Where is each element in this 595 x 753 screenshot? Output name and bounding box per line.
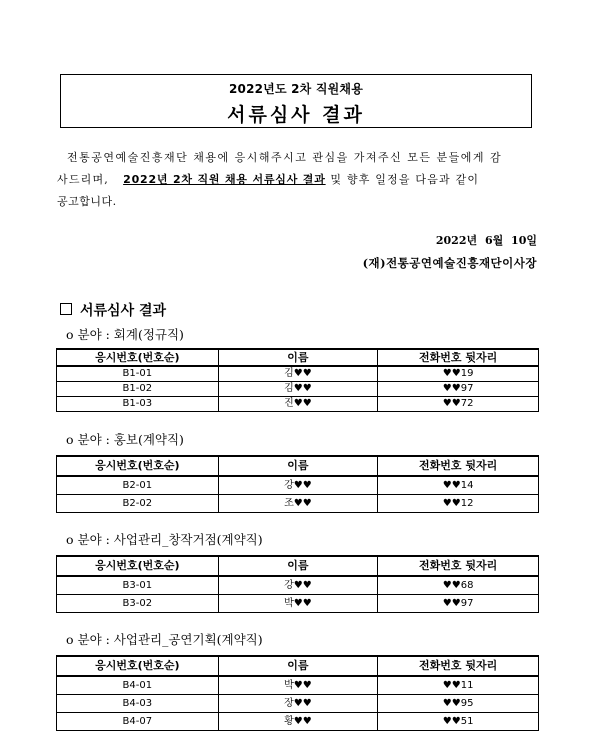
table-row <box>57 713 539 731</box>
intro-line-1: 전통공연예술진흥재단 채용에 응시해주시고 관심을 가져주신 모든 분들에게 감 <box>67 151 503 164</box>
result-table-accounting <box>56 348 539 412</box>
document-title: 서류심사 결과 <box>227 104 365 126</box>
phone-suffix: ♥♥68 <box>378 576 539 595</box>
table-row <box>57 576 539 595</box>
field-label-accounting: o 분야 : 회계(정규직) <box>66 327 184 342</box>
applicant-name: 김♥♥ <box>218 366 378 382</box>
applicant-name: 박♥♥ <box>218 676 378 695</box>
column-header-applicant-number: 응시번호(번호순) <box>57 556 219 576</box>
applicant-number: B4-07 <box>57 713 219 731</box>
column-header-name: 이름 <box>218 656 378 676</box>
table-row <box>57 695 539 713</box>
intro-line-3: 공고합니다. <box>57 195 117 208</box>
applicant-number: B3-01 <box>57 576 219 595</box>
applicant-name: 강♥♥ <box>218 576 378 595</box>
column-header-phone-suffix: 전화번호 뒷자리 <box>378 656 539 676</box>
phone-suffix: ♥♥19 <box>378 366 539 382</box>
result-table-performance-planning <box>56 655 539 731</box>
table-row <box>57 382 539 397</box>
applicant-name: 진♥♥ <box>218 397 378 412</box>
table-row <box>57 595 539 613</box>
field-label-performance-planning: o 분야 : 사업관리_공연기획(계약직) <box>66 632 263 647</box>
applicant-number: B2-01 <box>57 476 219 495</box>
title-box <box>60 74 532 128</box>
applicant-number: B1-01 <box>57 366 219 382</box>
intro-line-2-pre: 사드리며, <box>57 173 110 186</box>
applicant-name: 장♥♥ <box>218 695 378 713</box>
field-label-pr: o 분야 : 홍보(계약직) <box>66 432 184 447</box>
column-header-name: 이름 <box>218 456 378 476</box>
applicant-number: B3-02 <box>57 595 219 613</box>
column-header-applicant-number: 응시번호(번호순) <box>57 349 219 366</box>
intro-line-2 <box>57 169 537 191</box>
checkbox-square-icon <box>60 303 72 315</box>
phone-suffix: ♥♥97 <box>378 595 539 613</box>
phone-suffix: ♥♥12 <box>378 495 539 513</box>
applicant-name: 강♥♥ <box>218 476 378 495</box>
table-row <box>57 397 539 412</box>
column-header-applicant-number: 응시번호(번호순) <box>57 456 219 476</box>
field-label-creative-hub: o 분야 : 사업관리_창작거점(계약직) <box>66 532 263 547</box>
column-header-phone-suffix: 전화번호 뒷자리 <box>378 456 539 476</box>
phone-suffix: ♥♥14 <box>378 476 539 495</box>
result-table-creative-hub <box>56 555 539 613</box>
phone-suffix: ♥♥51 <box>378 713 539 731</box>
applicant-name: 박♥♥ <box>218 595 378 613</box>
applicant-number: B4-03 <box>57 695 219 713</box>
table-row <box>57 366 539 382</box>
phone-suffix: ♥♥72 <box>378 397 539 412</box>
applicant-number: B2-02 <box>57 495 219 513</box>
section-title: 서류심사 결과 <box>80 303 167 319</box>
result-table-pr <box>56 455 539 513</box>
applicant-number: B4-01 <box>57 676 219 695</box>
issuer-name: (재)전통공연예술진흥재단이사장 <box>362 256 537 270</box>
column-header-phone-suffix: 전화번호 뒷자리 <box>378 556 539 576</box>
table-row <box>57 476 539 495</box>
column-header-name: 이름 <box>218 556 378 576</box>
applicant-name: 김♥♥ <box>218 382 378 397</box>
table-row <box>57 495 539 513</box>
intro-paragraph <box>57 147 537 213</box>
announcement-date: 2022년 6월 10일 <box>435 234 537 247</box>
document-subtitle: 2022년도 2차 직원채용 <box>228 82 364 96</box>
column-header-name: 이름 <box>218 349 378 366</box>
section-heading <box>60 300 166 320</box>
phone-suffix: ♥♥11 <box>378 676 539 695</box>
table-row <box>57 676 539 695</box>
applicant-name: 조♥♥ <box>218 495 378 513</box>
intro-highlight: 2022년 2차 직원 채용 서류심사 결과 <box>123 173 326 186</box>
applicant-number: B1-02 <box>57 382 219 397</box>
column-header-phone-suffix: 전화번호 뒷자리 <box>378 349 539 366</box>
applicant-number: B1-03 <box>57 397 219 412</box>
intro-line-2-post: 및 향후 일정을 다음과 같이 <box>330 173 480 186</box>
applicant-name: 황♥♥ <box>218 713 378 731</box>
phone-suffix: ♥♥95 <box>378 695 539 713</box>
phone-suffix: ♥♥97 <box>378 382 539 397</box>
column-header-applicant-number: 응시번호(번호순) <box>57 656 219 676</box>
